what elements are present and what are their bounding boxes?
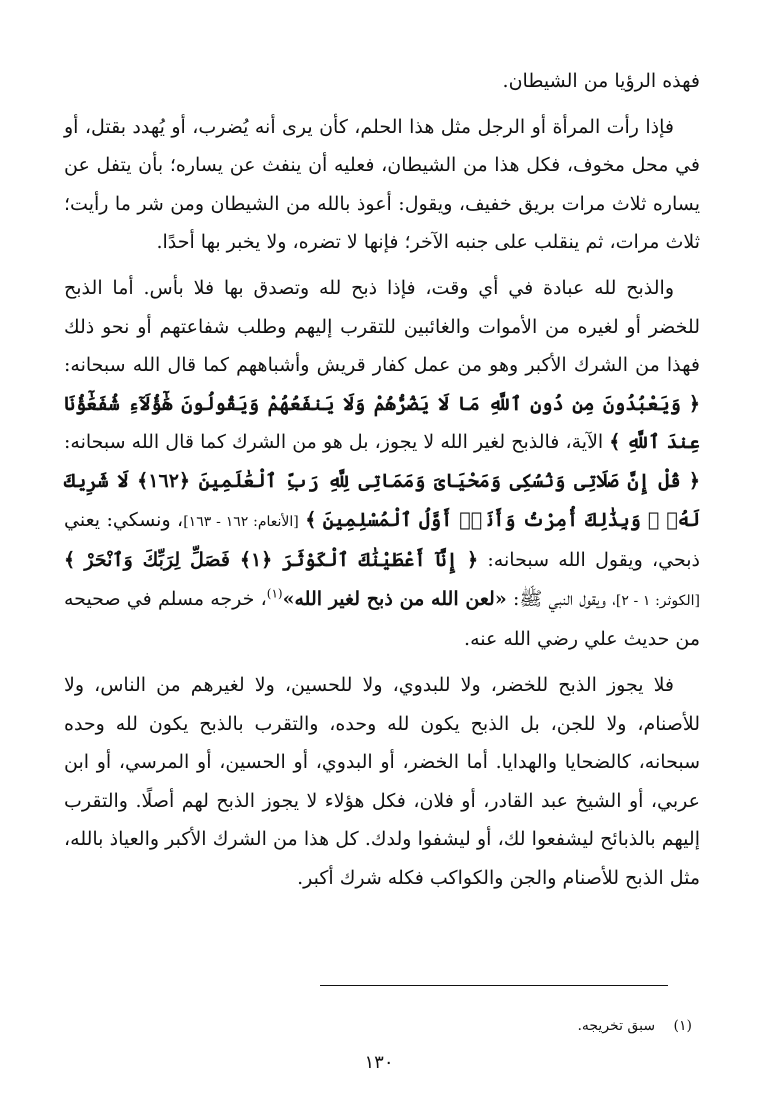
paragraph-3-text-1: والذبح لله عبادة في أي وقت، فإذا ذبح لله وتصدق بها فلا بأس. أما الذبح للخضر أو لغيره من الأموات والغائبين للتقرب إليهم وطلب شفاعتهم أو نحو ذلك فهذا من الشرك الأكبر وهو من عمل كفار قريش وأشباههم كما قال الله سبحانه: [64, 276, 700, 377]
quran-open-bracket: ﴿ [688, 469, 700, 492]
paragraph-1-text: فهذه الرؤيا من الشيطان. [502, 70, 700, 92]
quran-citation-anam: [الأنعام: ١٦٢ - ١٦٣] [183, 513, 299, 530]
footnote-reference[interactable]: (١) [266, 586, 283, 601]
footnote [577, 1016, 692, 1036]
paragraph-1 [64, 62, 700, 101]
quran-verse-3: إِنَّآ أَعْطَيْنَٰكَ ٱلْكَوْثَرَ ﴿١﴾ فَصَلِّ لِرَبِّكَ وَٱنْحَرْ [84, 549, 458, 572]
paragraph-2-text: فإذا رأت المرأة أو الرجل مثل هذا الحلم، كأن يرى أنه يُضرب، أو يُهدد بقتل، أو في محل مخوف، فكل هذا من الشيطان، فعليه أن ينفث عن يساره؛ بأن يتفل عن يساره ثلاث مرات بريق خفيف، ويقول: أعوذ بالله من الشيطان ومن شر ما رأيت؛ ثلاث مرات، ثم ينقلب على جنبه الآخر؛ فإنها لا تضره، ولا يخبر بها أحدًا. [64, 115, 700, 254]
quran-open-bracket: ﴿ [688, 392, 700, 415]
quran-close-bracket: ﴾ [609, 431, 621, 454]
paragraph-4 [64, 666, 700, 898]
quran-verse-2: قُلْ إِنَّ صَلَاتِى وَنُسُكِى وَمَحْيَاىَ وَمَمَاتِى لِلَّهِ رَبِّ ٱلْعَٰلَمِينَ ﴿١٦٢﴾ لَا شَرِيكَ لَهُۥ ۖ وَبِذَٰلِكَ أُمِرْتُ وَأَنَا۠ أَوَّلُ ٱلْمُسْلِمِينَ [64, 469, 700, 531]
paragraph-3-text-4: ، ويقول النبي ﷺ: [512, 587, 616, 610]
hadith-quote: «لعن الله من ذبح لغير الله» [282, 587, 507, 610]
paragraph-3-text-2: الآية، فالذبح لغير الله لا يجوز، بل هو من الشرك كما قال الله سبحانه: [64, 431, 604, 454]
paragraph-3-text-5: ، خرجه مسلم في صحيحه من حديث علي رضي الله عنه. [64, 587, 700, 651]
paragraph-4-text: فلا يجوز الذبح للخضر، ولا للبدوي، ولا للحسين، ولا لغيرهم من الناس، ولا للأصنام، ولا للجن، بل الذبح يكون لله وحده، والتقرب بالذبح يكون لله وحده سبحانه، كالضحايا والهدايا. أما الخضر، أو البدوي، أو الحسين، أو المرسي، أو ابن عربي، أو الشيخ عبد القادر، أو فلان، فكل هؤلاء لا يجوز الذبح لهم أصلًا. والتقرب إليهم بالذبائح ليشفعوا لك، أو ليشفوا ولدك. كل هذا من الشرك الأكبر والعياذ بالله، مثل الذبح للأصنام والجن والكواكب فكله شرك أكبر. [64, 673, 700, 889]
paragraph-2 [64, 108, 700, 262]
quran-verse-1: وَيَعْبُدُونَ مِن دُونِ ٱللَّهِ مَا لَا يَضُرُّهُمْ وَلَا يَنفَعُهُمْ وَيَقُولُونَ هَٰٓؤُلَآءِ شُفَعَٰٓؤُنَا عِندَ ٱللَّهِ [64, 392, 700, 454]
page-body [64, 62, 700, 904]
page-number: ١٣٠ [364, 1052, 394, 1073]
quran-open-bracket: ﴿ [466, 549, 479, 572]
footnote-separator [320, 985, 668, 986]
footnote-text: سبق تخريجه. [577, 1018, 656, 1034]
quran-close-bracket: ﴾ [305, 508, 317, 531]
quran-close-bracket: ﴾ [64, 549, 76, 572]
paragraph-3-text-3: ، ونسكي: يعني ذبحي، ويقول الله سبحانه: [64, 508, 701, 572]
footnote-number: (١) [673, 1018, 692, 1034]
paragraph-3 [64, 269, 700, 659]
quran-citation-kawthar: [الكوثر: ١ - ٢] [615, 592, 700, 609]
